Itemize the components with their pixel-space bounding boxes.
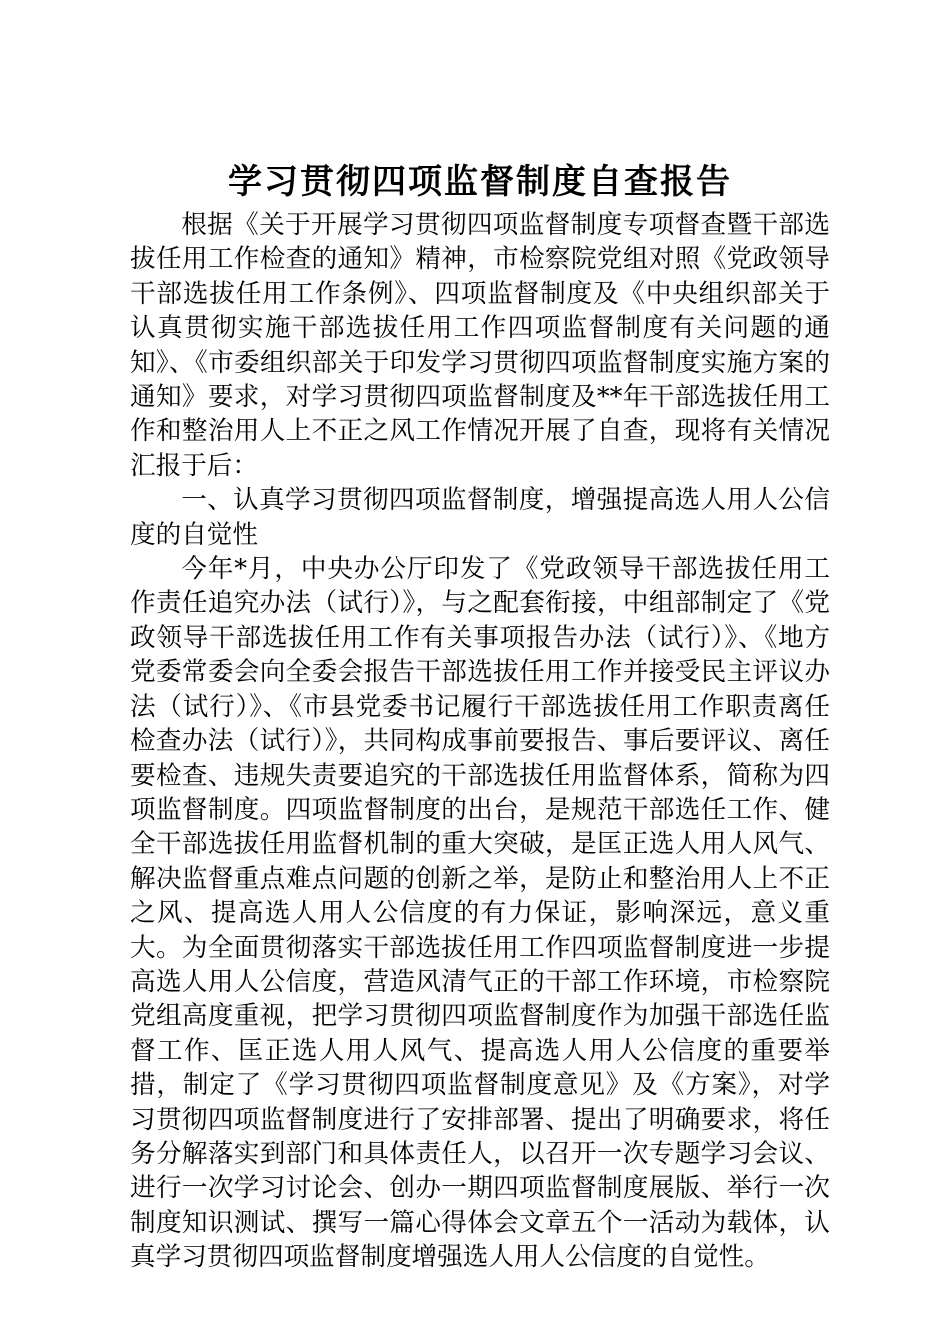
section-heading-1: 一、认真学习贯彻四项监督制度，增强提高选人用人公信度的自觉性 xyxy=(130,485,830,550)
document-page xyxy=(130,158,830,1275)
document-title: 学习贯彻四项监督制度自查报告 xyxy=(228,162,732,202)
intro-paragraph: 根据《关于开展学习贯彻四项监督制度专项督查暨干部选拔任用工作检查的通知》精神，市检察院党组对照《党政领导干部选拔任用工作条例》、四项监督制度及《中央组织部关于认真贯彻实施干部选拔任用工作四项监督制度有关问题的通知》、《市委组织部关于印发学习贯彻四项监督制度实施方案的通知》要求，对学习贯彻四项监督制度及**年干部选拔任用工作和整治用人上不正之风工作情况开展了自查，现将有关情况汇报于后： xyxy=(130,210,830,481)
body-paragraph: 今年*月，中央办公厅印发了《党政领导干部选拔任用工作责任追究办法（试行）》，与之配套衔接，中组部制定了《党政领导干部选拔任用工作有关事项报告办法（试行）》、《地方党委常委会向全委会报告干部选拔任用工作并接受民主评议办法（试行）》、《市县党委书记履行干部选拔任用工作职责离任检查办法（试行）》，共同构成事前要报告、事后要评议、离任要检查、违规失责要追究的干部选拔任用监督体系，简称为四项监督制度。四项监督制度的出台，是规范干部选任工作、健全干部选拔任用监督机制的重大突破，是匡正选人用人风气、解决监督重点难点问题的创新之举，是防止和整治用人上不正之风、提高选人用人公信度的有力保证，影响深远，意义重大。为全面贯彻落实干部选拔任用工作四项监督制度进一步提高选人用人公信度，营造风清气正的干部工作环境，市检察院党组高度重视，把学习贯彻四项监督制度作为加强干部选任监督工作、匡正选人用人风气、提高选人用人公信度的重要举措，制定了《学习贯彻四项监督制度意见》及《方案》，对学习贯彻四项监督制度进行了安排部署、提出了明确要求，将任务分解落实到部门和具体责任人，以召开一次专题学习会议、进行一次学习讨论会、创办一期四项监督制度展版、举行一次制度知识测试、撰写一篇心得体会文章五个一活动为载体，认真学习贯彻四项监督制度增强选人用人公信度的自觉性。 xyxy=(130,554,830,1273)
